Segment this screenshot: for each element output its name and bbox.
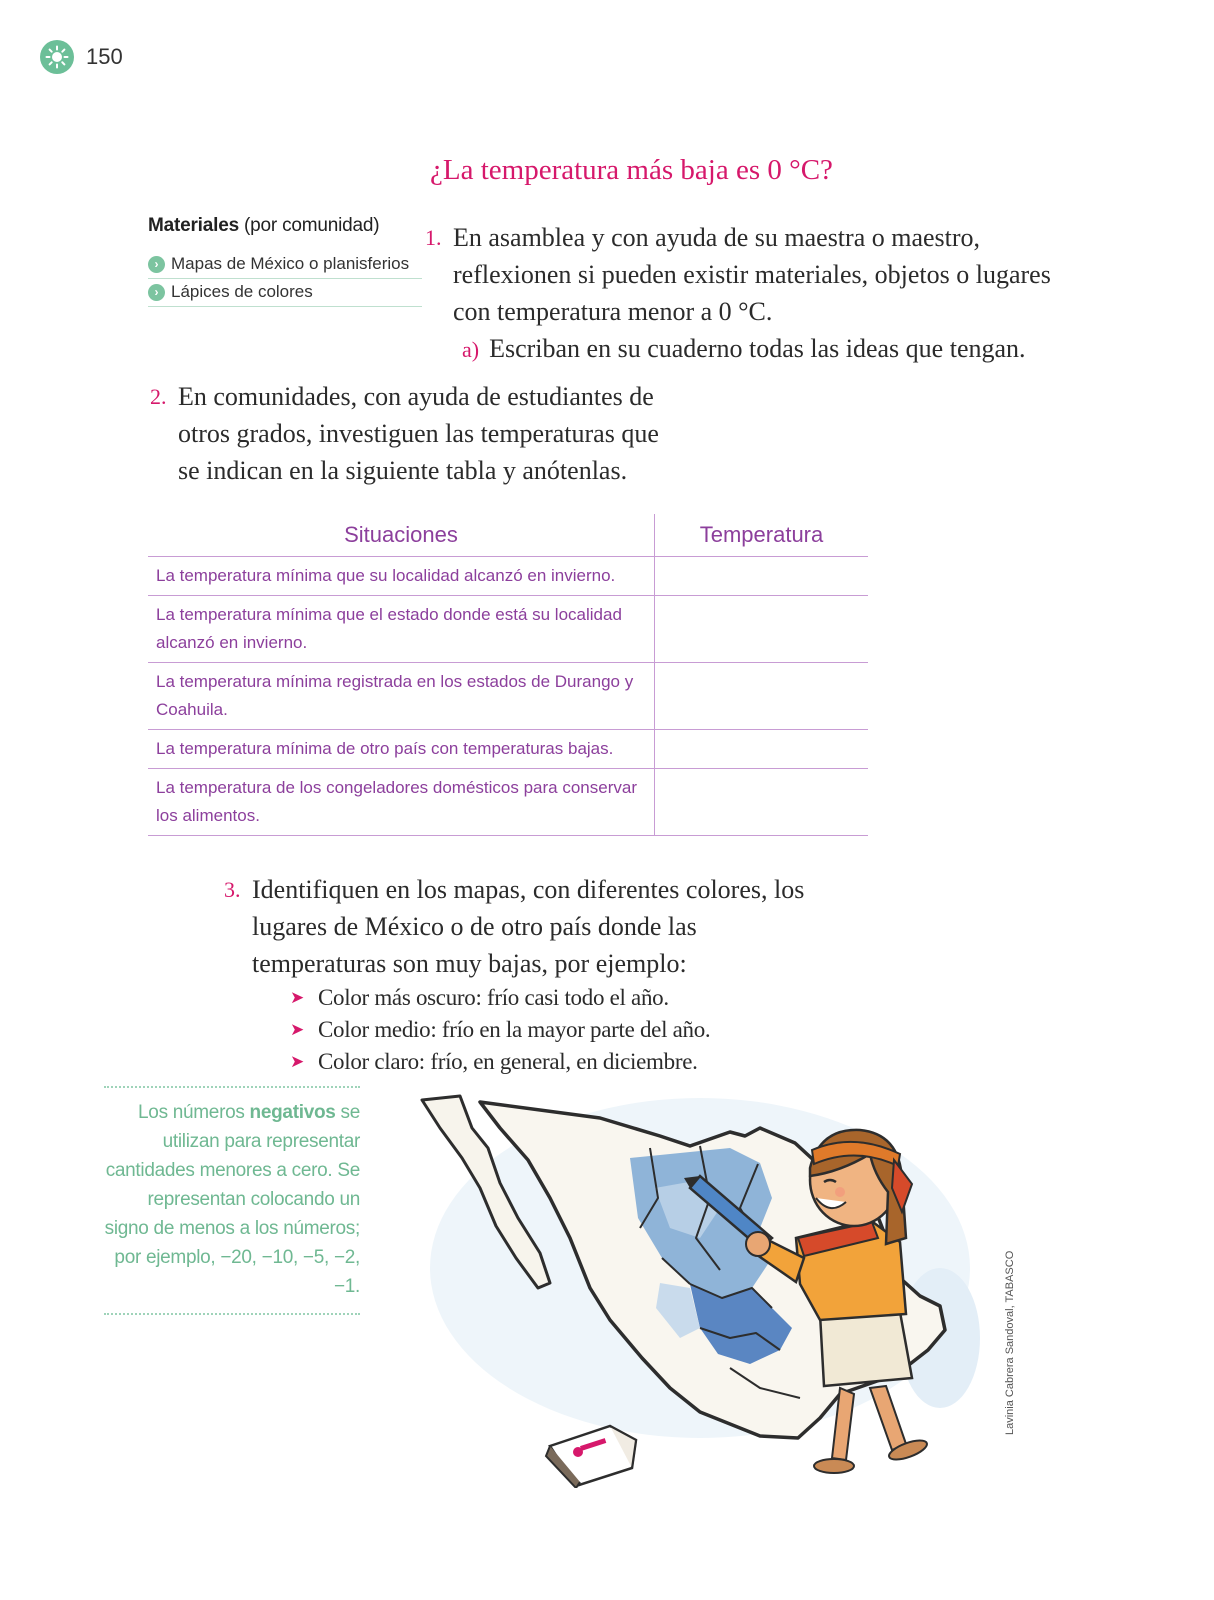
arrow-bullet-icon: ➤ xyxy=(290,1020,304,1039)
credit-text: Lavinia Cabrera Sandoval, TABASCO xyxy=(1004,1250,1016,1435)
note-text-bold: negativos xyxy=(249,1102,336,1123)
instruction-number: 1. xyxy=(425,225,442,250)
materials-heading-bold: Materiales xyxy=(148,215,239,236)
situation-cell: La temperatura mínima de otro país con temperaturas bajas. xyxy=(148,730,655,769)
temperature-cell[interactable] xyxy=(655,730,869,769)
negative-numbers-note xyxy=(104,1086,360,1315)
list-item xyxy=(290,1014,710,1046)
list-item xyxy=(290,1046,710,1078)
instruction-2 xyxy=(150,378,678,489)
list-item-text: Color más oscuro: frío casi todo el año. xyxy=(318,985,669,1010)
arrow-bullet-icon: ➤ xyxy=(290,1052,304,1071)
materials-heading-rest: (por comunidad) xyxy=(238,215,380,236)
sub-item-text: Escriban en su cuaderno todas las ideas que tengan. xyxy=(489,334,1026,363)
note-text-post: se utilizan para representar cantidades menores a cero. Se representan colocando un signo de menos a los números; por ejemplo, −20, −10, −5, −2, −1. xyxy=(104,1102,360,1297)
materials-item-label: Mapas de México o planisferios xyxy=(171,254,410,273)
page-number-block xyxy=(40,40,123,74)
arrow-bullet-icon: ➤ xyxy=(290,988,304,1007)
temperature-table xyxy=(148,514,868,836)
temperature-cell[interactable] xyxy=(655,596,869,663)
table-row xyxy=(148,730,868,769)
instruction-text: En comunidades, con ayuda de estudiantes de otros grados, investiguen las temperaturas que se indican en la siguiente tabla y anótenlas. xyxy=(178,382,659,485)
list-item-text: Color medio: frío en la mayor parte del año. xyxy=(318,1017,711,1042)
table-row xyxy=(148,596,868,663)
instruction-number: 3. xyxy=(224,877,241,902)
page-number: 150 xyxy=(86,44,123,69)
temperature-cell[interactable] xyxy=(655,663,869,730)
page-title: ¿La temperatura más baja es 0 °C? xyxy=(430,154,833,186)
situation-cell: La temperatura mínima que su localidad alcanzó en invierno. xyxy=(148,557,655,596)
illustration-credit xyxy=(1004,1245,1024,1435)
table-row xyxy=(148,769,868,836)
materials-item xyxy=(148,251,422,279)
chevron-right-icon: › xyxy=(148,284,165,301)
materials-item xyxy=(148,279,422,307)
column-header-situaciones: Situaciones xyxy=(148,514,655,557)
instruction-3 xyxy=(224,871,812,982)
situation-cell: La temperatura mínima que el estado donde está su localidad alcanzó en invierno. xyxy=(148,596,655,663)
color-legend-list xyxy=(290,982,710,1078)
list-item-text: Color claro: frío, en general, en diciembre. xyxy=(318,1049,698,1074)
situation-cell: La temperatura de los congeladores domésticos para conservar los alimentos. xyxy=(148,769,655,836)
situation-cell: La temperatura mínima registrada en los estados de Durango y Coahuila. xyxy=(148,663,655,730)
temperature-cell[interactable] xyxy=(655,557,869,596)
materials-heading xyxy=(148,215,422,237)
table-row xyxy=(148,557,868,596)
column-header-temperatura: Temperatura xyxy=(655,514,869,557)
temperature-cell[interactable] xyxy=(655,769,869,836)
instruction-1 xyxy=(425,219,1053,330)
instruction-number: 2. xyxy=(150,384,167,409)
materials-item-label: Lápices de colores xyxy=(171,282,313,301)
note-text xyxy=(104,1098,360,1301)
mexico-map-illustration xyxy=(400,1088,980,1488)
list-item xyxy=(290,982,710,1014)
sun-icon xyxy=(40,40,74,74)
note-text-pre: Los números xyxy=(138,1102,250,1123)
table-row xyxy=(148,663,868,730)
chevron-right-icon: › xyxy=(148,256,165,273)
table-header-row xyxy=(148,514,868,557)
materials-box xyxy=(148,215,422,307)
instruction-1a xyxy=(462,330,1026,368)
sub-item-label: a) xyxy=(462,337,480,362)
instruction-text: En asamblea y con ayuda de su maestra o maestro, reflexionen si pueden existir materiales, objetos o lugares con temperatura menor a 0 °C. xyxy=(453,223,1051,326)
instruction-text: Identifiquen en los mapas, con diferentes colores, los lugares de México o de otro país donde las temperaturas son muy bajas, por ejemplo: xyxy=(252,875,805,978)
